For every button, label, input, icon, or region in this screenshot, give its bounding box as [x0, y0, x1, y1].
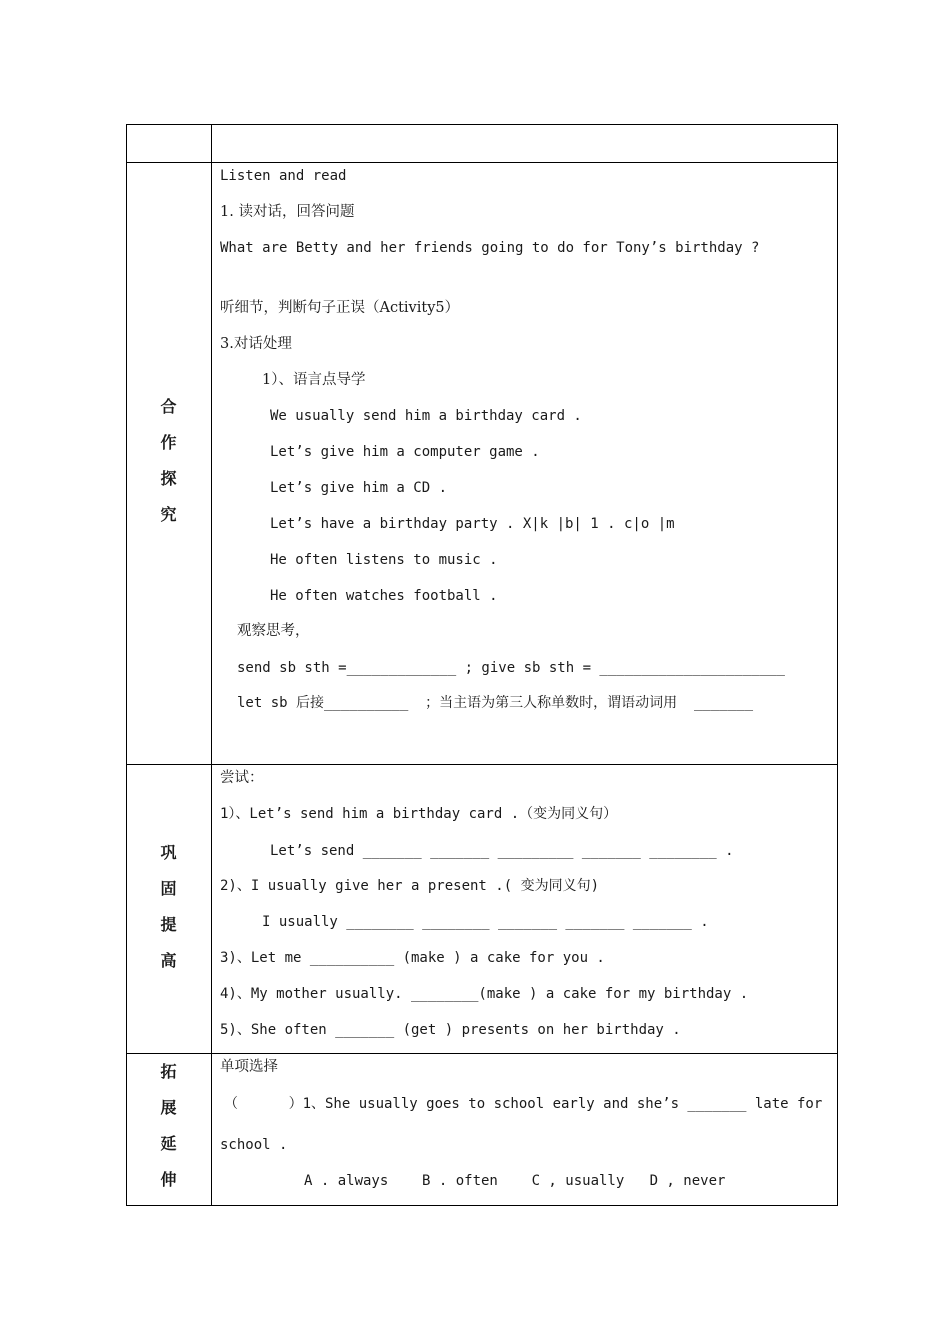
content-line: He often watches football .	[270, 588, 498, 604]
section-label-char: 探	[160, 469, 177, 488]
content-line: （ ）1、She usually goes to school early and she’s _______ late for	[224, 1096, 823, 1112]
row-divider	[126, 162, 838, 163]
content-line: send sb sth =_____________ ; give sb sth = ______________________	[237, 660, 785, 676]
row-divider	[126, 764, 838, 765]
content-line: let sb 后接__________ ；当主语为第三人称单数时，谓语动词用 _______	[237, 695, 754, 711]
content-line: He often listens to music .	[270, 552, 498, 568]
section-label-char: 作	[160, 433, 177, 452]
section-label-char: 高	[160, 951, 177, 970]
section-label-char: 合	[160, 397, 177, 416]
content-line: 观察思考，	[237, 623, 310, 639]
content-line: Let’s send _______ _______ _________ _______ ________ .	[270, 843, 734, 859]
section-label-char: 巩	[160, 843, 177, 862]
content-line: 3.对话处理	[220, 336, 292, 352]
table-border-top	[126, 124, 838, 125]
content-line: 5)、She often _______ (get ) presents on her birthday .	[220, 1022, 681, 1038]
worksheet-table	[126, 124, 838, 1206]
row-divider	[126, 1053, 838, 1054]
section-label-char: 究	[160, 505, 177, 524]
content-line: 2)、I usually give her a present .( 变为同义句)	[220, 878, 600, 894]
section-label-char: 伸	[160, 1170, 177, 1189]
content-line: Listen and read	[220, 168, 347, 184]
table-border-bottom	[126, 1205, 838, 1206]
content-line: 尝试：	[220, 770, 264, 786]
section-label-char: 展	[160, 1098, 177, 1117]
content-line: 听细节，判断句子正误（Activity5）	[220, 300, 460, 316]
content-line: 3)、Let me __________ (make ) a cake for you .	[220, 950, 605, 966]
section-label-char: 拓	[160, 1062, 177, 1081]
content-line: 1）、语言点导学	[262, 372, 366, 388]
content-line: 单项选择	[220, 1059, 278, 1075]
content-line: school .	[220, 1137, 288, 1153]
section-label-char: 延	[160, 1134, 177, 1153]
section-label-char: 提	[160, 915, 177, 934]
content-line: I usually ________ ________ _______ _______ _______ .	[262, 914, 709, 930]
table-border-left	[126, 124, 127, 1206]
content-line: 1）、Let’s send him a birthday card .（变为同义句）	[220, 806, 618, 822]
table-border-right	[837, 124, 838, 1206]
section-label-char: 固	[160, 879, 177, 898]
column-divider	[211, 124, 212, 1206]
content-line: 4)、My mother usually. ________(make ) a cake for my birthday .	[220, 986, 749, 1002]
content-line: 1. 读对话，回答问题	[220, 204, 355, 220]
content-line: We usually send him a birthday card .	[270, 408, 582, 424]
content-line: Let’s give him a CD .	[270, 480, 448, 496]
content-line: Let’s give him a computer game .	[270, 444, 540, 460]
content-line: Let’s have a birthday party . X|k |b| 1 . c|o |m	[270, 516, 675, 532]
content-line: What are Betty and her friends going to do for Tony’s birthday ?	[220, 240, 760, 256]
content-line: A . always B . often C , usually D , never	[304, 1173, 726, 1189]
